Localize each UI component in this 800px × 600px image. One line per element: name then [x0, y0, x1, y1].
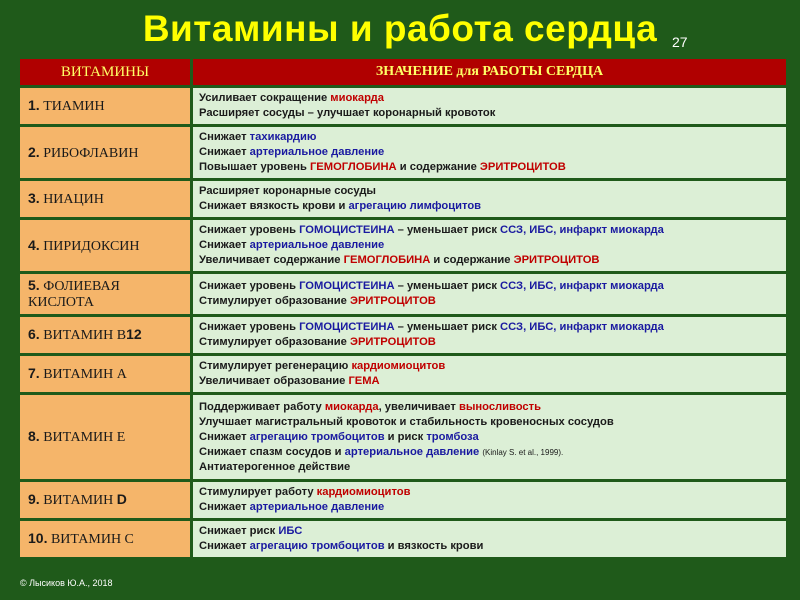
highlight-red-text: ГЕМА: [348, 375, 380, 387]
table-row: [20, 127, 786, 178]
vitamin-number: 3.: [28, 190, 40, 206]
significance-cell: [193, 88, 786, 124]
significance-cell: [193, 356, 786, 392]
text-segment: Снижает уровень: [199, 321, 300, 333]
text-segment: Снижает спазм сосудов и: [199, 445, 345, 458]
highlight-blue-text: ГОМОЦИСТЕИНА: [299, 321, 395, 333]
vitamin-name-cell: [20, 356, 193, 392]
highlight-red-text: миокарда: [330, 92, 384, 104]
highlight-blue-text: агрегацию тромбоцитов: [249, 430, 385, 443]
significance-line: [199, 320, 780, 335]
copyright-footer: © Лысиков Ю.А., 2018: [20, 578, 113, 588]
text-segment: Снижает: [199, 540, 250, 552]
vitamin-name-cell: [20, 317, 193, 353]
vitamin-name: ВИТАМИН С: [50, 532, 134, 547]
text-segment: – уменьшает риск: [394, 280, 501, 292]
text-segment: – уменьшает риск: [394, 321, 501, 333]
highlight-blue-text: ССЗ, ИБС, инфаркт миокарда: [500, 321, 664, 333]
vitamin-name: ПИРИДОКСИН: [43, 238, 140, 254]
vitamin-name-cell: [20, 482, 193, 518]
vitamin-name-suffix: 12: [126, 326, 142, 342]
table-row: [20, 521, 786, 557]
table-header-row: [20, 59, 786, 85]
highlight-red-text: кардиомиоцитов: [351, 360, 446, 372]
significance-cell: [193, 220, 786, 271]
highlight-blue-text: ССЗ, ИБС, инфаркт миокарда: [500, 280, 664, 292]
highlight-red-text: ЭРИТРОЦИТОВ: [513, 254, 600, 266]
vitamin-number: 5.: [28, 277, 40, 293]
text-segment: Повышает уровень: [199, 161, 310, 173]
vitamin-number: 10.: [28, 530, 48, 546]
table-row: [20, 395, 786, 479]
significance-line: [199, 279, 780, 294]
significance-line: [199, 130, 780, 145]
vitamin-number: 2.: [28, 143, 40, 160]
highlight-red-text: миокарда: [324, 400, 379, 413]
significance-line: [199, 374, 780, 389]
text-segment: Стимулирует работу: [199, 486, 317, 498]
highlight-blue-text: артериальное давление: [249, 239, 385, 251]
significance-line: [199, 145, 780, 160]
vitamin-name: НИАЦИН: [43, 192, 104, 207]
highlight-red-text: ЭРИТРОЦИТОВ: [350, 295, 436, 307]
vitamin-number: 8.: [28, 428, 40, 444]
citation-text: (Kinlay S. et al., 1999).: [482, 447, 564, 457]
text-segment: Расширяет сосуды – улучшает коронарный кровоток: [199, 107, 496, 119]
highlight-red-text: ЭРИТРОЦИТОВ: [350, 336, 436, 348]
text-segment: Снижает вязкость крови и: [199, 200, 349, 212]
text-segment: – уменьшает риск: [394, 224, 501, 236]
significance-line: [199, 160, 780, 175]
text-segment: Улучшает магистральный кровоток и стабильность кровеносных сосудов: [199, 415, 614, 428]
vitamin-name-cell: [20, 395, 193, 479]
significance-cell: [193, 482, 786, 518]
significance-line: [199, 400, 780, 415]
table-row: [20, 220, 786, 271]
significance-line: [199, 430, 780, 445]
table-row: [20, 356, 786, 392]
text-segment: и содержание: [430, 254, 514, 266]
vitamin-number: 9.: [28, 491, 40, 507]
significance-line: [199, 460, 780, 475]
vitamin-number: 7.: [28, 365, 40, 381]
text-segment: Снижает: [199, 430, 250, 443]
significance-line: [199, 238, 780, 253]
significance-cell: [193, 127, 786, 178]
significance-line: [199, 524, 780, 539]
significance-line: [199, 335, 780, 350]
significance-line: [199, 91, 780, 106]
significance-line: [199, 415, 780, 430]
significance-line: [199, 359, 780, 374]
text-segment: Поддерживает работу: [199, 400, 325, 413]
table-body: [20, 88, 786, 557]
text-segment: Увеличивает содержание: [199, 254, 344, 266]
vitamin-name: ВИТАМИН: [43, 493, 117, 508]
vitamin-name-cell: [20, 220, 193, 271]
vitamin-name-cell: [20, 181, 193, 217]
table-row: [20, 317, 786, 353]
text-segment: , увеличивает: [378, 400, 459, 413]
page-number: 27: [672, 34, 688, 50]
vitamin-name-suffix: D: [116, 491, 127, 507]
highlight-blue-text: тахикардию: [249, 131, 317, 143]
highlight-red-text: кардиомиоцитов: [316, 486, 411, 498]
text-segment: Антиатерогенное действие: [199, 460, 351, 473]
significance-line: [199, 294, 780, 309]
significance-cell: [193, 521, 786, 557]
significance-cell: [193, 395, 786, 479]
vitamin-name-cell: [20, 521, 193, 557]
vitamin-name: ВИТАМИН А: [43, 367, 127, 382]
highlight-blue-text: артериальное давление: [249, 501, 385, 513]
text-segment: Снижает риск: [199, 525, 279, 537]
vitamin-name: РИБОФЛАВИН: [43, 145, 139, 161]
highlight-red-text: ЭРИТРОЦИТОВ: [479, 161, 566, 173]
highlight-blue-text: артериальное давление: [249, 146, 385, 158]
highlight-blue-text: артериальное давление: [344, 445, 480, 458]
highlight-red-text: выносливость: [458, 400, 542, 413]
text-segment: Расширяет коронарные сосуды: [199, 185, 376, 197]
text-segment: Снижает: [199, 146, 250, 158]
text-segment: и вязкость крови: [384, 540, 484, 552]
significance-cell: [193, 274, 786, 314]
significance-line: [199, 500, 780, 515]
text-segment: Стимулирует регенерацию: [199, 360, 352, 372]
highlight-blue-text: ССЗ, ИБС, инфаркт миокарда: [500, 224, 664, 236]
vitamin-name-line2: КИСЛОТА: [28, 295, 95, 310]
text-segment: Усиливает сокращение: [199, 92, 331, 104]
vitamin-name: ФОЛИЕВАЯ: [43, 279, 120, 294]
text-segment: и содержание: [396, 161, 480, 173]
header-significance: ЗНАЧЕНИЕ для РАБОТЫ СЕРДЦА: [193, 59, 786, 85]
significance-line: [199, 539, 780, 554]
significance-line: [199, 485, 780, 500]
significance-line: [199, 199, 780, 214]
text-segment: Снижает: [199, 239, 250, 251]
vitamin-number: 4.: [28, 236, 40, 253]
vitamin-number: 1.: [28, 97, 40, 113]
significance-line: [199, 223, 780, 238]
text-segment: Снижает уровень: [199, 280, 300, 292]
text-segment: Стимулирует образование: [199, 295, 351, 307]
significance-line: [199, 445, 780, 460]
slide-title: Витамины и работа сердца: [142, 8, 658, 49]
vitamin-name: ТИАМИН: [43, 99, 105, 114]
vitamin-name: ВИТАМИН Е: [43, 430, 126, 445]
table-row: [20, 274, 786, 314]
table-row: [20, 181, 786, 217]
highlight-blue-text: ГОМОЦИСТЕИНА: [299, 280, 395, 292]
significance-line: [199, 184, 780, 199]
text-segment: Снижает: [199, 131, 250, 143]
significance-cell: [193, 317, 786, 353]
vitamin-number: 6.: [28, 326, 40, 342]
header-vitamins: ВИТАМИНЫ: [20, 59, 193, 85]
highlight-blue-text: агрегацию лимфоцитов: [348, 200, 482, 212]
highlight-blue-text: тромбоза: [426, 430, 479, 443]
highlight-blue-text: ГОМОЦИСТЕИНА: [299, 224, 395, 236]
text-segment: Стимулирует образование: [199, 336, 351, 348]
vitamin-name-cell: [20, 88, 193, 124]
highlight-red-text: ГЕМОГЛОБИНА: [343, 254, 431, 266]
vitamin-name-cell: [20, 274, 193, 314]
vitamins-table: [20, 56, 786, 560]
text-segment: и риск: [384, 430, 427, 443]
highlight-blue-text: ИБС: [278, 525, 303, 537]
significance-line: [199, 253, 780, 268]
table-row: [20, 482, 786, 518]
highlight-blue-text: агрегацию тромбоцитов: [249, 540, 385, 552]
text-segment: Снижает уровень: [199, 224, 300, 236]
significance-cell: [193, 181, 786, 217]
significance-line: [199, 106, 780, 121]
vitamin-name: ВИТАМИН В: [43, 328, 127, 343]
highlight-red-text: ГЕМОГЛОБИНА: [309, 161, 397, 173]
table-row: [20, 88, 786, 124]
text-segment: Увеличивает образование: [199, 375, 349, 387]
vitamin-name-cell: [20, 127, 193, 178]
text-segment: Снижает: [199, 501, 250, 513]
